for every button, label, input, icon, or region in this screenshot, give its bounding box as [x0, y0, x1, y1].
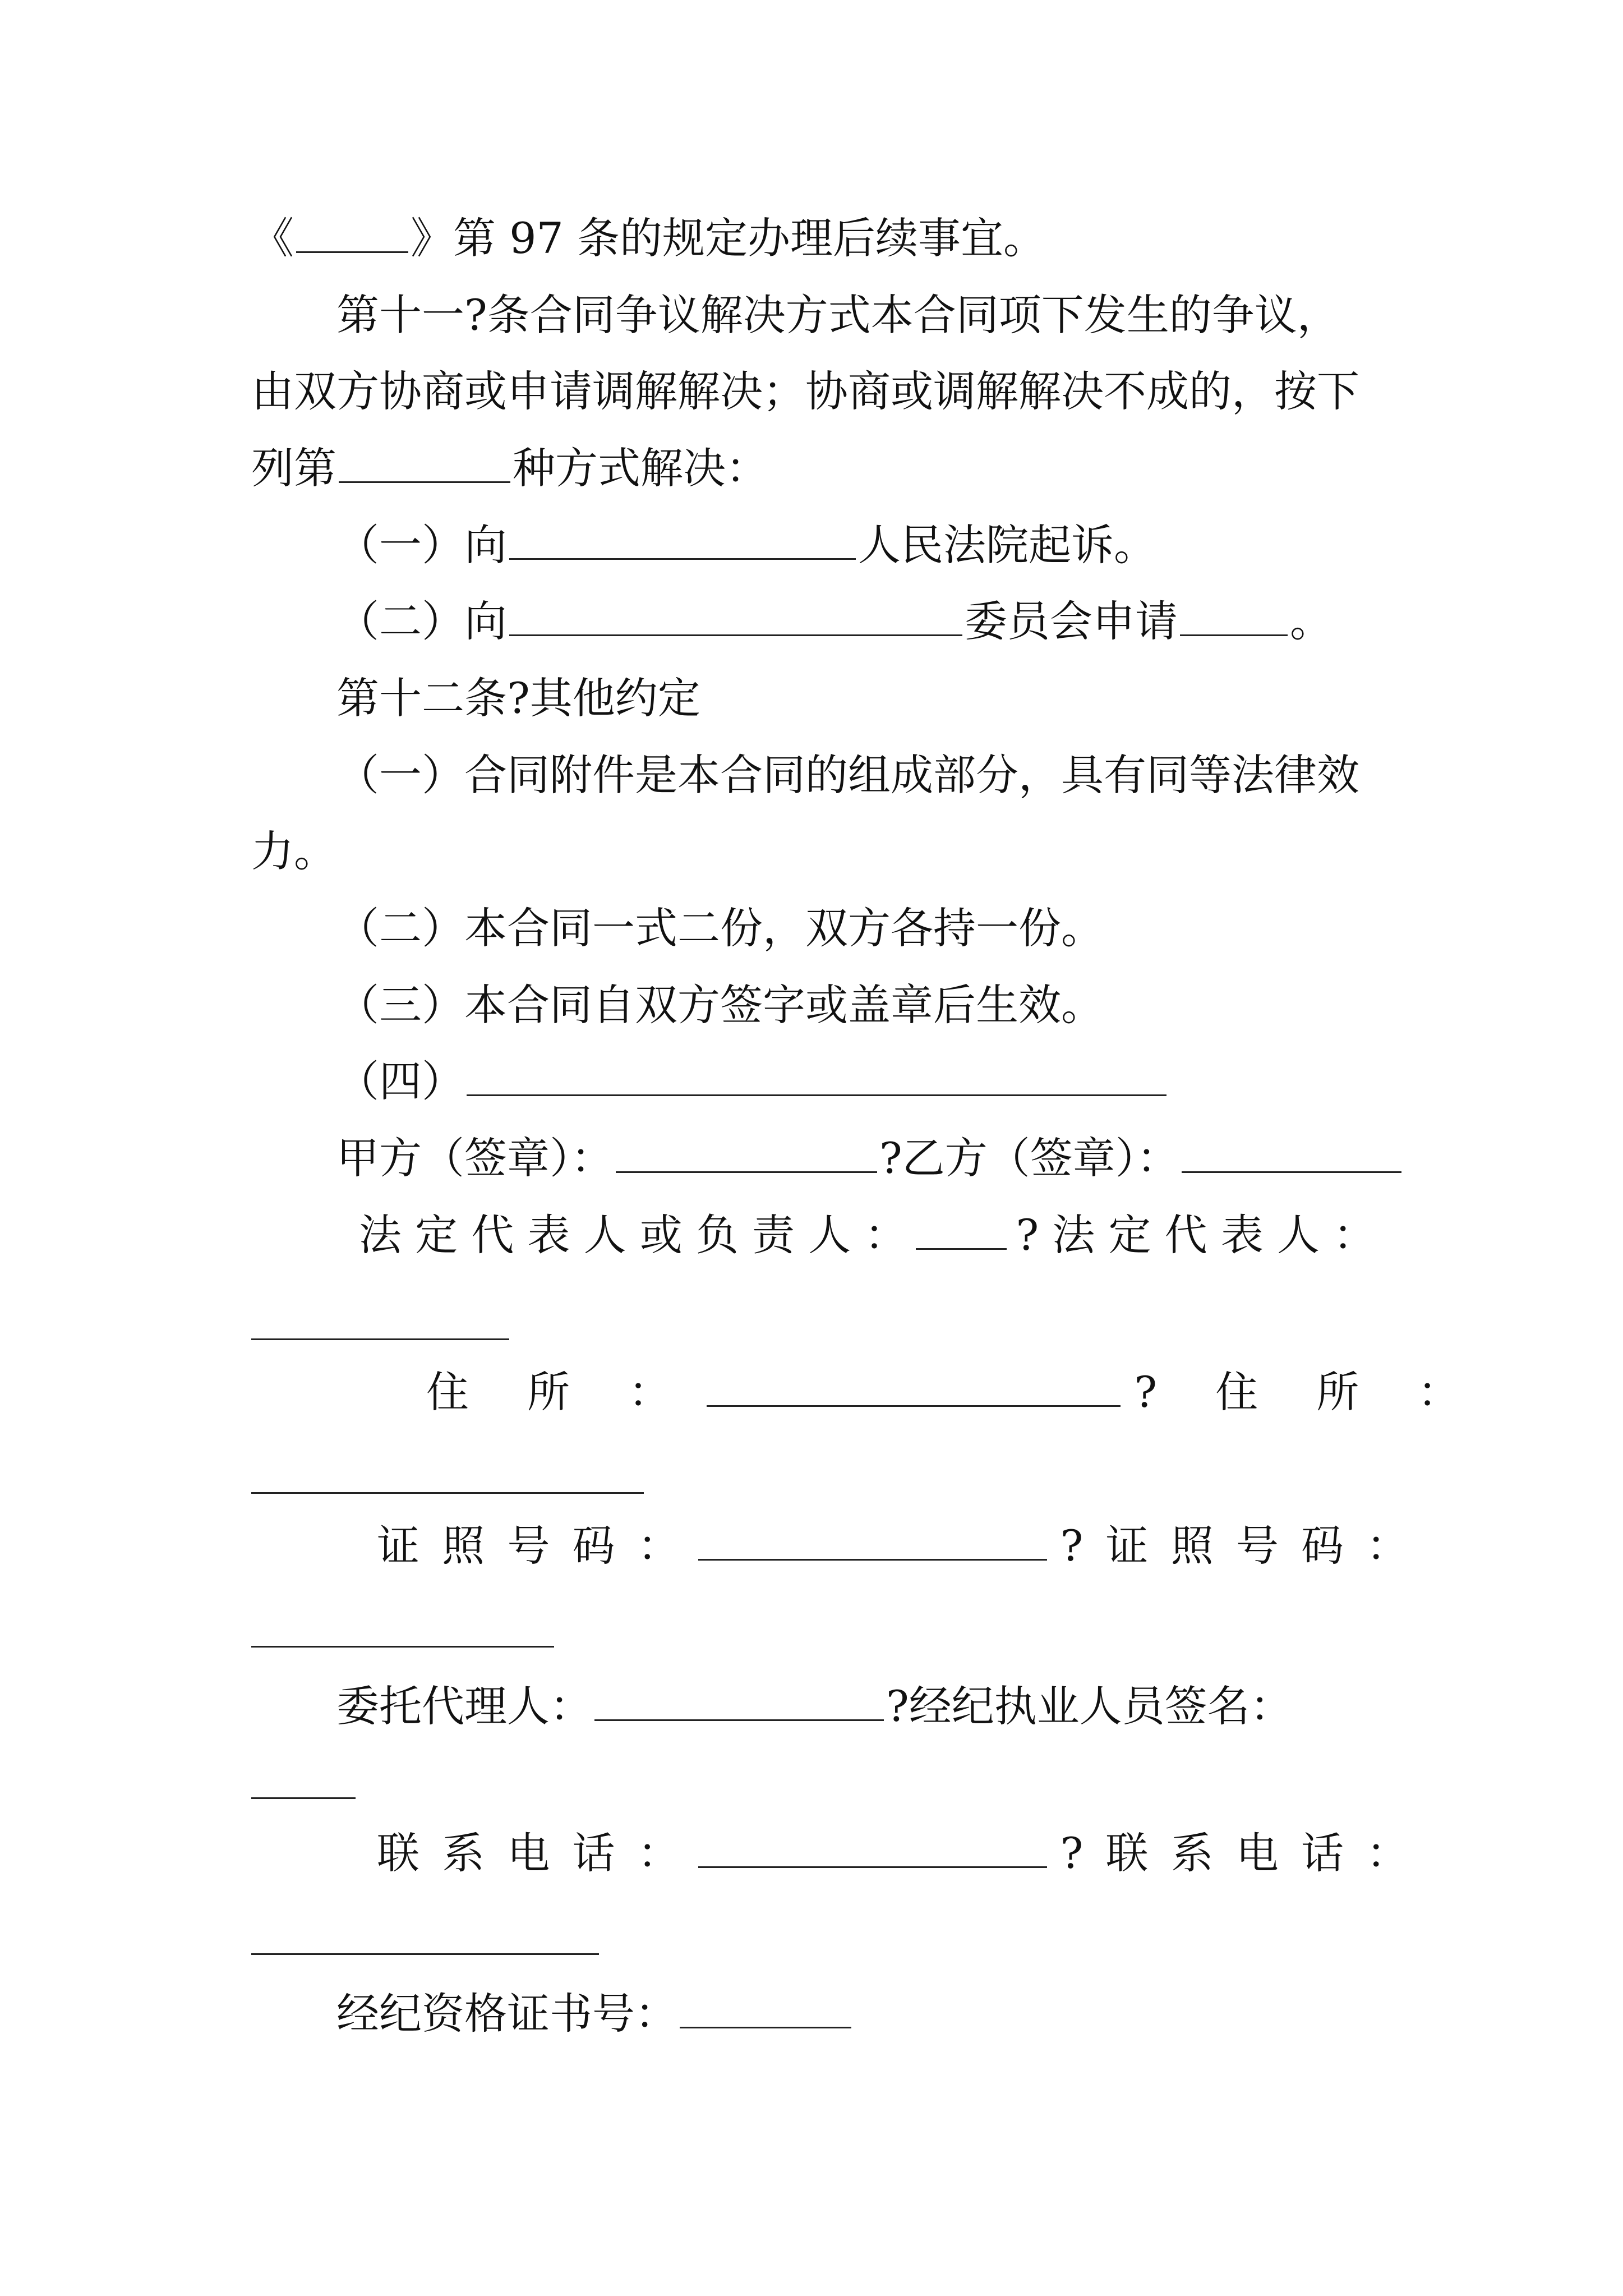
clause-1-continuation: 力。: [251, 826, 336, 876]
party-b-license-blank[interactable]: [251, 1646, 554, 1648]
party-b-phone-label: ? 联 系 电 话 ：: [1060, 1828, 1414, 1878]
broker-certificate-line: [336, 1986, 854, 2042]
resolution-method-suffix: 种方式解决：: [513, 443, 768, 493]
party-a-signature-blank[interactable]: [616, 1135, 877, 1173]
broker-signature-label: ?经纪执业人员签名：: [886, 1681, 1293, 1731]
resolution-method-prefix: 列第: [251, 443, 336, 493]
court-name-blank[interactable]: [509, 522, 856, 560]
court-option-prefix: （一）向: [336, 520, 507, 570]
clause-4-line: [336, 1053, 1169, 1110]
party-a-address-label: 住 所 ：: [426, 1367, 694, 1417]
application-type-blank[interactable]: [1180, 598, 1288, 636]
party-a-address-blank[interactable]: [707, 1369, 1121, 1407]
party-b-phone-blank[interactable]: [251, 1953, 599, 1955]
article-12-heading: 第十二条?其他约定: [336, 673, 700, 723]
party-b-representative-blank[interactable]: [251, 1338, 509, 1340]
dispute-resolution-text: 由双方协商或申请调解解决；协商或调解解决不成的，按下: [251, 366, 1359, 416]
broker-signature-blank[interactable]: [251, 1797, 356, 1799]
agent-line: [336, 1678, 1293, 1734]
clause-4-label: （四）: [336, 1056, 464, 1106]
license-number-line: [377, 1518, 1413, 1574]
broker-certificate-blank[interactable]: [680, 1990, 851, 2028]
court-option-line: [336, 517, 1156, 573]
legal-representative-line: [359, 1207, 1376, 1263]
resolution-method-line: [251, 440, 768, 496]
party-a-phone-label: 联 系 电 话 ：: [377, 1828, 685, 1878]
clause-3-text: （三）本合同自双方签字或盖章后生效。: [336, 980, 1104, 1030]
party-a-representative-label: 法 定 代 表 人 或 负 责 人 ：: [359, 1210, 907, 1260]
party-b-license-label: ? 证 照 号 码 ：: [1060, 1521, 1414, 1571]
arbitration-option-mid: 委员会申请: [965, 596, 1178, 646]
arbitration-option-end: 。: [1290, 596, 1332, 646]
party-b-representative-label: ? 法 定 代 表 人 ：: [1016, 1210, 1376, 1260]
party-b-signature-blank[interactable]: [1182, 1135, 1401, 1173]
broker-certificate-label: 经纪资格证书号：: [336, 1989, 677, 2039]
address-line: [426, 1364, 1483, 1420]
signature-line: [336, 1130, 1404, 1186]
law-reference-text: 》第 97 条的规定办理后续事宜。: [411, 213, 1046, 263]
law-name-blank[interactable]: [296, 215, 408, 253]
clause-4-blank[interactable]: [467, 1058, 1166, 1096]
party-b-address-label: ? 住 所 ：: [1134, 1367, 1483, 1417]
law-reference-line: [251, 210, 1046, 266]
party-b-address-blank[interactable]: [251, 1492, 644, 1494]
party-b-signature-label: ?乙方（签章）：: [879, 1133, 1179, 1183]
phone-line: [377, 1825, 1413, 1881]
arbitration-option-prefix: （二）向: [336, 596, 507, 646]
party-a-representative-blank[interactable]: [916, 1212, 1007, 1250]
method-number-blank[interactable]: [339, 445, 510, 483]
arbitration-option-line: [336, 593, 1332, 650]
party-a-license-blank[interactable]: [698, 1522, 1047, 1561]
party-a-signature-label: 甲方（签章）：: [336, 1133, 614, 1183]
article-11-heading: 第十一?条合同争议解决方式本合同项下发生的争议，: [336, 290, 1340, 340]
court-option-suffix: 人民法院起诉。: [858, 520, 1156, 570]
open-bracket: 《: [251, 213, 294, 263]
party-a-phone-blank[interactable]: [698, 1830, 1047, 1868]
clause-2-text: （二）本合同一式二份，双方各持一份。: [336, 903, 1104, 953]
committee-name-blank[interactable]: [509, 598, 962, 636]
authorized-agent-label: 委托代理人：: [336, 1681, 592, 1731]
clause-1-text: （一）合同附件是本合同的组成部分，具有同等法律效: [336, 750, 1359, 800]
authorized-agent-blank[interactable]: [594, 1683, 884, 1721]
party-a-license-label: 证 照 号 码 ：: [377, 1521, 685, 1571]
